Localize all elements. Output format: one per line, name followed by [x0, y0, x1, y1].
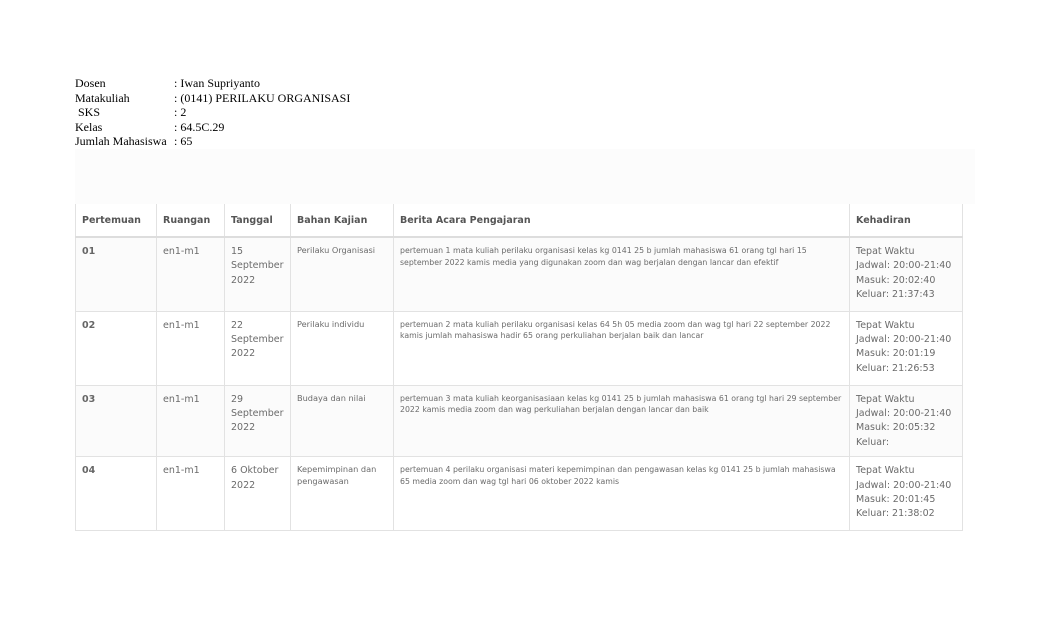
course-info: [75, 76, 350, 149]
kehadiran-status: Tepat Waktu: [856, 246, 915, 257]
table-header-row: [76, 204, 963, 237]
info-row-sks: [75, 105, 350, 120]
table-row: [76, 311, 963, 385]
column-header-pertemuan: Pertemuan: [76, 204, 157, 237]
header-band: [75, 149, 975, 204]
matakuliah-value: : (0141) PERILAKU ORGANISASI: [174, 90, 351, 105]
jumlah-label: Jumlah Mahasiswa: [75, 134, 167, 149]
cell-tanggal: 29 September 2022: [225, 385, 291, 457]
table-row: [76, 385, 963, 457]
kehadiran-masuk: Masuk: 20:01:19: [856, 348, 936, 360]
cell-berita-acara: pertemuan 1 mata kuliah perilaku organisasi kelas kg 0141 25 b jumlah mahasiswa 61 orang tgl hari 15 september 2022 kamis media yang digunakan zoom dan wag berjalan dengan lancar dan efektif: [394, 237, 850, 311]
cell-pertemuan: 02: [76, 311, 157, 385]
info-row-jumlah: [75, 134, 350, 149]
cell-kehadiran: [850, 457, 963, 531]
cell-pertemuan: 04: [76, 457, 157, 531]
kehadiran-keluar: Keluar: 21:38:02: [856, 508, 935, 520]
attendance-table: [75, 204, 963, 531]
cell-bahan-kajian: Budaya dan nilai: [291, 385, 394, 457]
kelas-value: : 64.5C.29: [174, 119, 225, 134]
kelas-label: Kelas: [75, 119, 103, 134]
cell-bahan-kajian: Kepemimpinan dan pengawasan: [291, 457, 394, 531]
kehadiran-jadwal: Jadwal: 20:00-21:40: [856, 407, 952, 419]
cell-tanggal: 15 September 2022: [225, 237, 291, 311]
cell-ruangan: en1-m1: [157, 237, 225, 311]
cell-berita-acara: pertemuan 2 mata kuliah perilaku organisasi kelas 64 5h 05 media zoom dan wag tgl hari 22 september 2022 kamis jumlah mahasiswa hadir 65 orang perkuliahan berjalan baik dan lancar: [394, 311, 850, 385]
kehadiran-jadwal: Jadwal: 20:00-21:40: [856, 479, 952, 491]
cell-kehadiran: [850, 237, 963, 311]
table-row: [76, 457, 963, 531]
cell-ruangan: en1-m1: [157, 311, 225, 385]
cell-bahan-kajian: Perilaku individu: [291, 311, 394, 385]
cell-ruangan: en1-m1: [157, 457, 225, 531]
info-row-dosen: [75, 76, 350, 91]
column-header-ruangan: Ruangan: [157, 204, 225, 237]
matakuliah-label: Matakuliah: [75, 90, 130, 105]
dosen-label: Dosen: [75, 76, 106, 90]
kehadiran-masuk: Masuk: 20:02:40: [856, 274, 936, 286]
info-row-kelas: [75, 120, 350, 135]
cell-kehadiran: [850, 385, 963, 457]
cell-berita-acara: pertemuan 3 mata kuliah keorganisasiaan kelas kg 0141 25 b jumlah mahasiswa 61 orang tgl hari 29 september 2022 kamis media zoom dan wag perkuliahan berjalan dengan lancar dan baik: [394, 385, 850, 457]
kehadiran-status: Tepat Waktu: [856, 393, 915, 405]
kehadiran-keluar: Keluar:: [856, 436, 890, 448]
cell-pertemuan: 03: [76, 385, 157, 457]
cell-bahan-kajian: Perilaku Organisasi: [291, 237, 394, 311]
cell-tanggal: 22 September 2022: [225, 311, 291, 385]
kehadiran-keluar: Keluar: 21:37:43: [856, 289, 935, 301]
sks-label: SKS: [78, 105, 101, 120]
kehadiran-jadwal: Jadwal: 20:00-21:40: [856, 333, 952, 345]
dosen-value: : Iwan Supriyanto: [174, 76, 260, 90]
kehadiran-status: Tepat Waktu: [856, 319, 915, 331]
cell-berita-acara: pertemuan 4 perilaku organisasi materi kepemimpinan dan pengawasan kelas kg 0141 25 b jumlah mahasiswa 65 media zoom dan wag tgl hari 06 oktober 2022 kamis: [394, 457, 850, 531]
table-row: [76, 237, 963, 311]
cell-pertemuan: 01: [76, 237, 157, 311]
column-header-tanggal: Tanggal: [225, 204, 291, 237]
kehadiran-jadwal: Jadwal: 20:00-21:40: [856, 260, 952, 272]
column-header-bahan-kajian: Bahan Kajian: [291, 204, 394, 237]
cell-kehadiran: [850, 311, 963, 385]
info-row-matakuliah: [75, 91, 350, 106]
cell-ruangan: en1-m1: [157, 385, 225, 457]
column-header-berita-acara: Berita Acara Pengajaran: [394, 204, 850, 237]
column-header-kehadiran: Kehadiran: [850, 204, 963, 237]
kehadiran-status: Tepat Waktu: [856, 465, 915, 477]
jumlah-value: : 65: [174, 134, 193, 149]
kehadiran-keluar: Keluar: 21:26:53: [856, 362, 935, 374]
cell-tanggal: 6 Oktober 2022: [225, 457, 291, 531]
sks-value: : 2: [174, 105, 187, 120]
kehadiran-masuk: Masuk: 20:05:32: [856, 422, 936, 434]
kehadiran-masuk: Masuk: 20:01:45: [856, 493, 936, 505]
